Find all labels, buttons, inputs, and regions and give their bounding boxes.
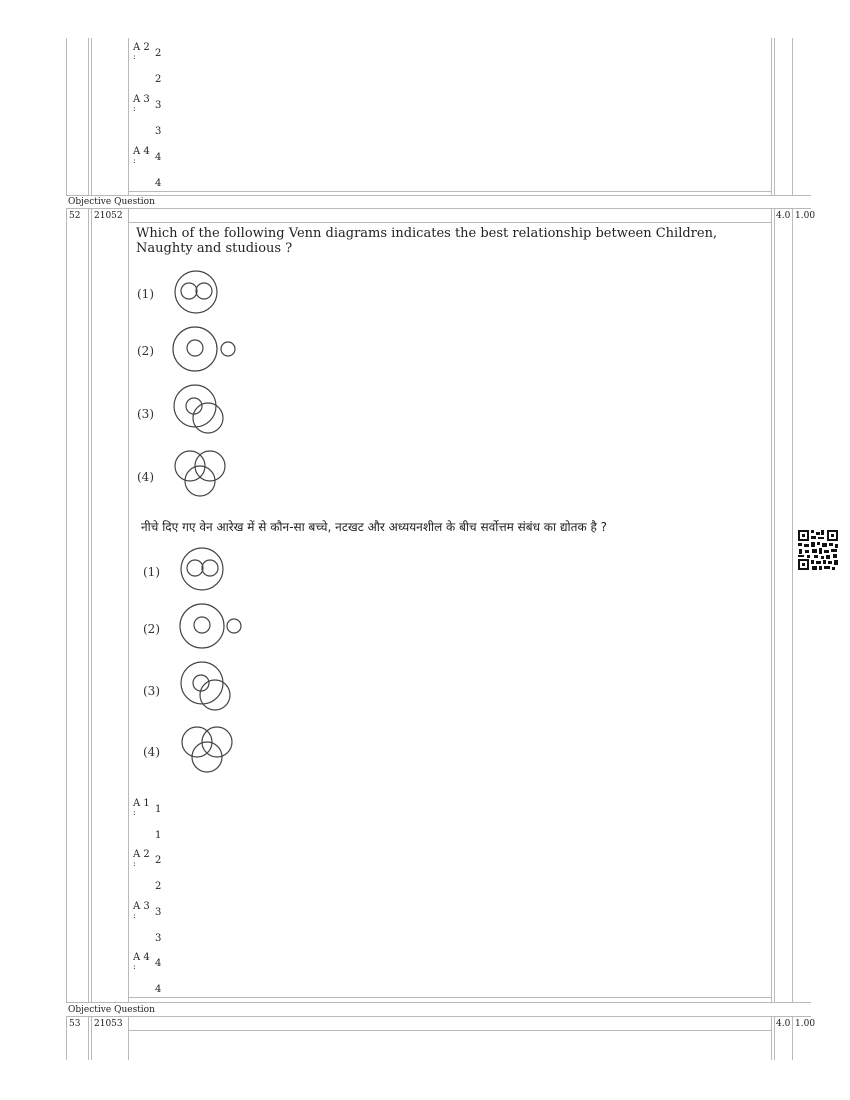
option-colon: : xyxy=(133,962,136,971)
option-row xyxy=(133,798,150,817)
table-border xyxy=(88,1016,89,1060)
table-border xyxy=(792,1016,793,1060)
table-border xyxy=(128,208,129,1003)
table-border xyxy=(88,208,89,1003)
choice-label: (4) xyxy=(137,470,154,484)
table-border xyxy=(66,208,811,209)
venn-circle xyxy=(187,340,203,356)
venn-circle xyxy=(187,560,203,576)
option-value: 3 xyxy=(155,100,162,111)
option-row xyxy=(133,952,150,971)
table-border xyxy=(774,38,775,196)
option-sub: 3 xyxy=(155,933,162,944)
question-marks: 4.0 xyxy=(776,1019,791,1029)
section-label: Objective Question xyxy=(68,197,155,207)
option-value: 4 xyxy=(155,152,162,163)
option-row xyxy=(133,146,150,165)
venn-diagram-2 xyxy=(177,603,247,649)
table-border xyxy=(91,1016,92,1060)
venn-diagram-4 xyxy=(177,724,237,776)
venn-diagram-2 xyxy=(170,326,240,372)
option-label: A 4 xyxy=(133,952,150,963)
question-text-hindi: नीचे दिए गए वेन आरेख में से कौन-सा बच्चे, नटखट और अध्ययनशील के बीच सर्वोत्तम संबंध का द्योतक है ? xyxy=(141,520,608,534)
option-label: A 3 xyxy=(133,901,150,912)
table-border xyxy=(792,38,793,196)
choice-label: (2) xyxy=(143,622,160,636)
venn-diagram-1 xyxy=(170,270,222,314)
table-border xyxy=(66,38,67,196)
section-label: Objective Question xyxy=(68,1005,155,1015)
option-label: A 2 xyxy=(133,849,150,860)
venn-circle xyxy=(202,560,218,576)
table-border xyxy=(91,38,92,196)
venn-circle xyxy=(181,283,197,299)
venn-circle xyxy=(174,385,216,427)
venn-circle xyxy=(200,680,230,710)
table-border xyxy=(66,1016,811,1017)
option-row xyxy=(133,901,150,920)
option-label: A 3 xyxy=(133,94,150,105)
table-border xyxy=(88,38,89,196)
question-id: 21053 xyxy=(94,1019,123,1029)
question-text-english: Which of the following Venn diagrams indicates the best relationship between Children, Naughty and studious ? xyxy=(136,226,718,256)
option-value: 3 xyxy=(155,907,162,918)
venn-circle xyxy=(180,604,224,648)
venn-circle xyxy=(227,619,241,633)
question-number: 53 xyxy=(69,1019,81,1029)
table-border xyxy=(128,38,129,196)
option-row xyxy=(133,849,150,868)
choice-label: (4) xyxy=(143,745,160,759)
option-colon: : xyxy=(133,156,136,165)
question-negative-marks: 1.00 xyxy=(795,211,816,221)
venn-circle xyxy=(221,342,235,356)
venn-diagram-3 xyxy=(177,660,237,716)
choice-label: (3) xyxy=(143,684,160,698)
option-value: 4 xyxy=(155,958,162,969)
option-label: A 2 xyxy=(133,42,150,53)
table-border xyxy=(66,1002,811,1003)
option-sub: 1 xyxy=(155,830,162,841)
table-border xyxy=(774,208,775,1003)
choice-label: (3) xyxy=(137,407,154,421)
table-border xyxy=(91,208,92,1003)
table-border xyxy=(792,208,793,1003)
option-sub: 3 xyxy=(155,126,162,137)
option-value: 2 xyxy=(155,48,162,59)
venn-diagram-3 xyxy=(170,383,230,439)
venn-diagram-1 xyxy=(177,547,229,591)
table-border xyxy=(128,997,771,998)
venn-circle xyxy=(173,327,217,371)
venn-diagram-4 xyxy=(170,448,230,500)
option-colon: : xyxy=(133,859,136,868)
question-negative-marks: 1.00 xyxy=(795,1019,816,1029)
table-border xyxy=(66,208,67,1003)
table-border xyxy=(66,195,811,196)
table-border xyxy=(128,1030,771,1031)
table-border xyxy=(774,1016,775,1060)
question-id: 21052 xyxy=(94,211,123,221)
qr-code-icon xyxy=(797,529,839,571)
option-label: A 1 xyxy=(133,798,150,809)
choice-label: (1) xyxy=(137,287,154,301)
option-colon: : xyxy=(133,104,136,113)
table-border xyxy=(128,191,771,192)
option-colon: : xyxy=(133,911,136,920)
table-border xyxy=(771,208,772,1003)
table-border xyxy=(771,38,772,196)
table-border xyxy=(66,1016,67,1060)
option-colon: : xyxy=(133,52,136,61)
venn-circle xyxy=(193,403,223,433)
option-value: 2 xyxy=(155,855,162,866)
option-sub: 2 xyxy=(155,74,162,85)
option-value: 1 xyxy=(155,804,162,815)
option-row xyxy=(133,94,150,113)
question-marks: 4.0 xyxy=(776,211,791,221)
table-border xyxy=(128,222,771,223)
choice-label: (2) xyxy=(137,344,154,358)
table-border xyxy=(771,1016,772,1060)
venn-circle xyxy=(181,662,223,704)
option-row xyxy=(133,42,150,61)
venn-circle xyxy=(196,283,212,299)
option-sub: 2 xyxy=(155,881,162,892)
choice-label: (1) xyxy=(143,565,160,579)
question-number: 52 xyxy=(69,211,81,221)
option-label: A 4 xyxy=(133,146,150,157)
venn-circle xyxy=(194,617,210,633)
option-sub: 4 xyxy=(155,178,162,189)
option-colon: : xyxy=(133,808,136,817)
option-sub: 4 xyxy=(155,984,162,995)
table-border xyxy=(128,1016,129,1060)
